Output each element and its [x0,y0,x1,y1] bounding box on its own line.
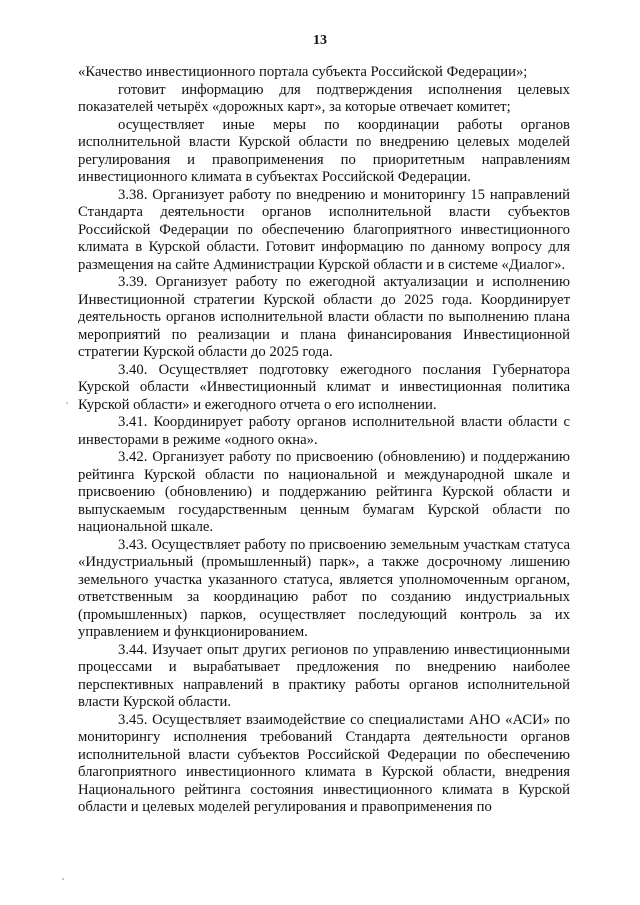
paragraph-3-38: 3.38. Организует работу по внедрению и мониторингу 15 направлений Стандарта деятельности органов исполнительной власти субъектов Российской Федерации по обеспечению благоприятного инвестиционного климата в Курской области. Готовит информацию по данному вопросу для размещения на сайте Администрации Курской области и в системе «Диалог». [78,186,570,273]
scan-dot [62,878,64,880]
paragraph-3-43: 3.43. Осуществляет работу по присвоению земельным участкам статуса «Индустриальный (промышленный) парк», а также досрочному лишению земельного участка указанного статуса, является уполномоченным органом, ответственным за координацию работ по созданию индустриальных (промышленных) парков, осуществляет последующий контроль за их управлением и функционированием. [78,536,570,640]
paragraph-3-44: 3.44. Изучает опыт других регионов по управлению инвестиционными процессами и вырабатывает предложения по внедрению наиболее перспективных направлений в практику работы органов исполнительной власти Курской области. [78,641,570,710]
paragraph-3-41: 3.41. Координирует работу органов исполнительной власти области с инвесторами в режиме «одного окна». [78,414,570,448]
document-body [78,64,570,817]
paragraph-3-42: 3.42. Организует работу по присвоению (обновлению) и поддержанию рейтинга Курской области по национальной и международной шкале и присвоению (обновлению) и поддержанию рейтинга Курской области и выпускаемым государственным ценным бумагам Курской области по национальной шкале. [78,449,570,535]
paragraph-3-45: 3.45. Осуществляет взаимодействие со специалистами АНО «АСИ» по мониторингу исполнения требований Стандарта деятельности органов исполнительной власти субъектов Российской Федерации по обеспечению благоприятного инвестиционного климата в Курской области, внедрения Национального рейтинга состояния инвестиционного климата в Курской области и целевых моделей регулирования и правоприменения по [78,711,570,815]
paragraph-roadmaps: готовит информацию для подтверждения исполнения целевых показателей четырёх «дорожных карт», за которые отвечает комитет; [78,81,570,115]
scan-dot [66,402,68,404]
paragraph-3-40: 3.40. Осуществляет подготовку ежегодного послания Губернатора Курской области «Инвестиционный климат и инвестиционная политика Курской области» и ежегодного отчета о его исполнении. [78,361,570,413]
paragraph-other-measures: осуществляет иные меры по координации работы органов исполнительной власти Курской области по внедрению целевых моделей регулирования и правоприменения по приоритетным направлениям инвестиционного климата в субъектах Российской Федерации. [78,116,570,185]
page-number: 13 [313,33,327,48]
paragraph-3-39: 3.39. Организует работу по ежегодной актуализации и исполнению Инвестиционной стратегии Курской области до 2025 года. Координирует деятельность органов исполнительной власти области по выполнению плана мероприятий по реализации и плана финансирования Инвестиционной стратегии Курской области до 2025 года. [78,274,570,360]
paragraph-portal-quality: «Качество инвестиционного портала субъекта Российской Федерации»; [78,64,528,80]
